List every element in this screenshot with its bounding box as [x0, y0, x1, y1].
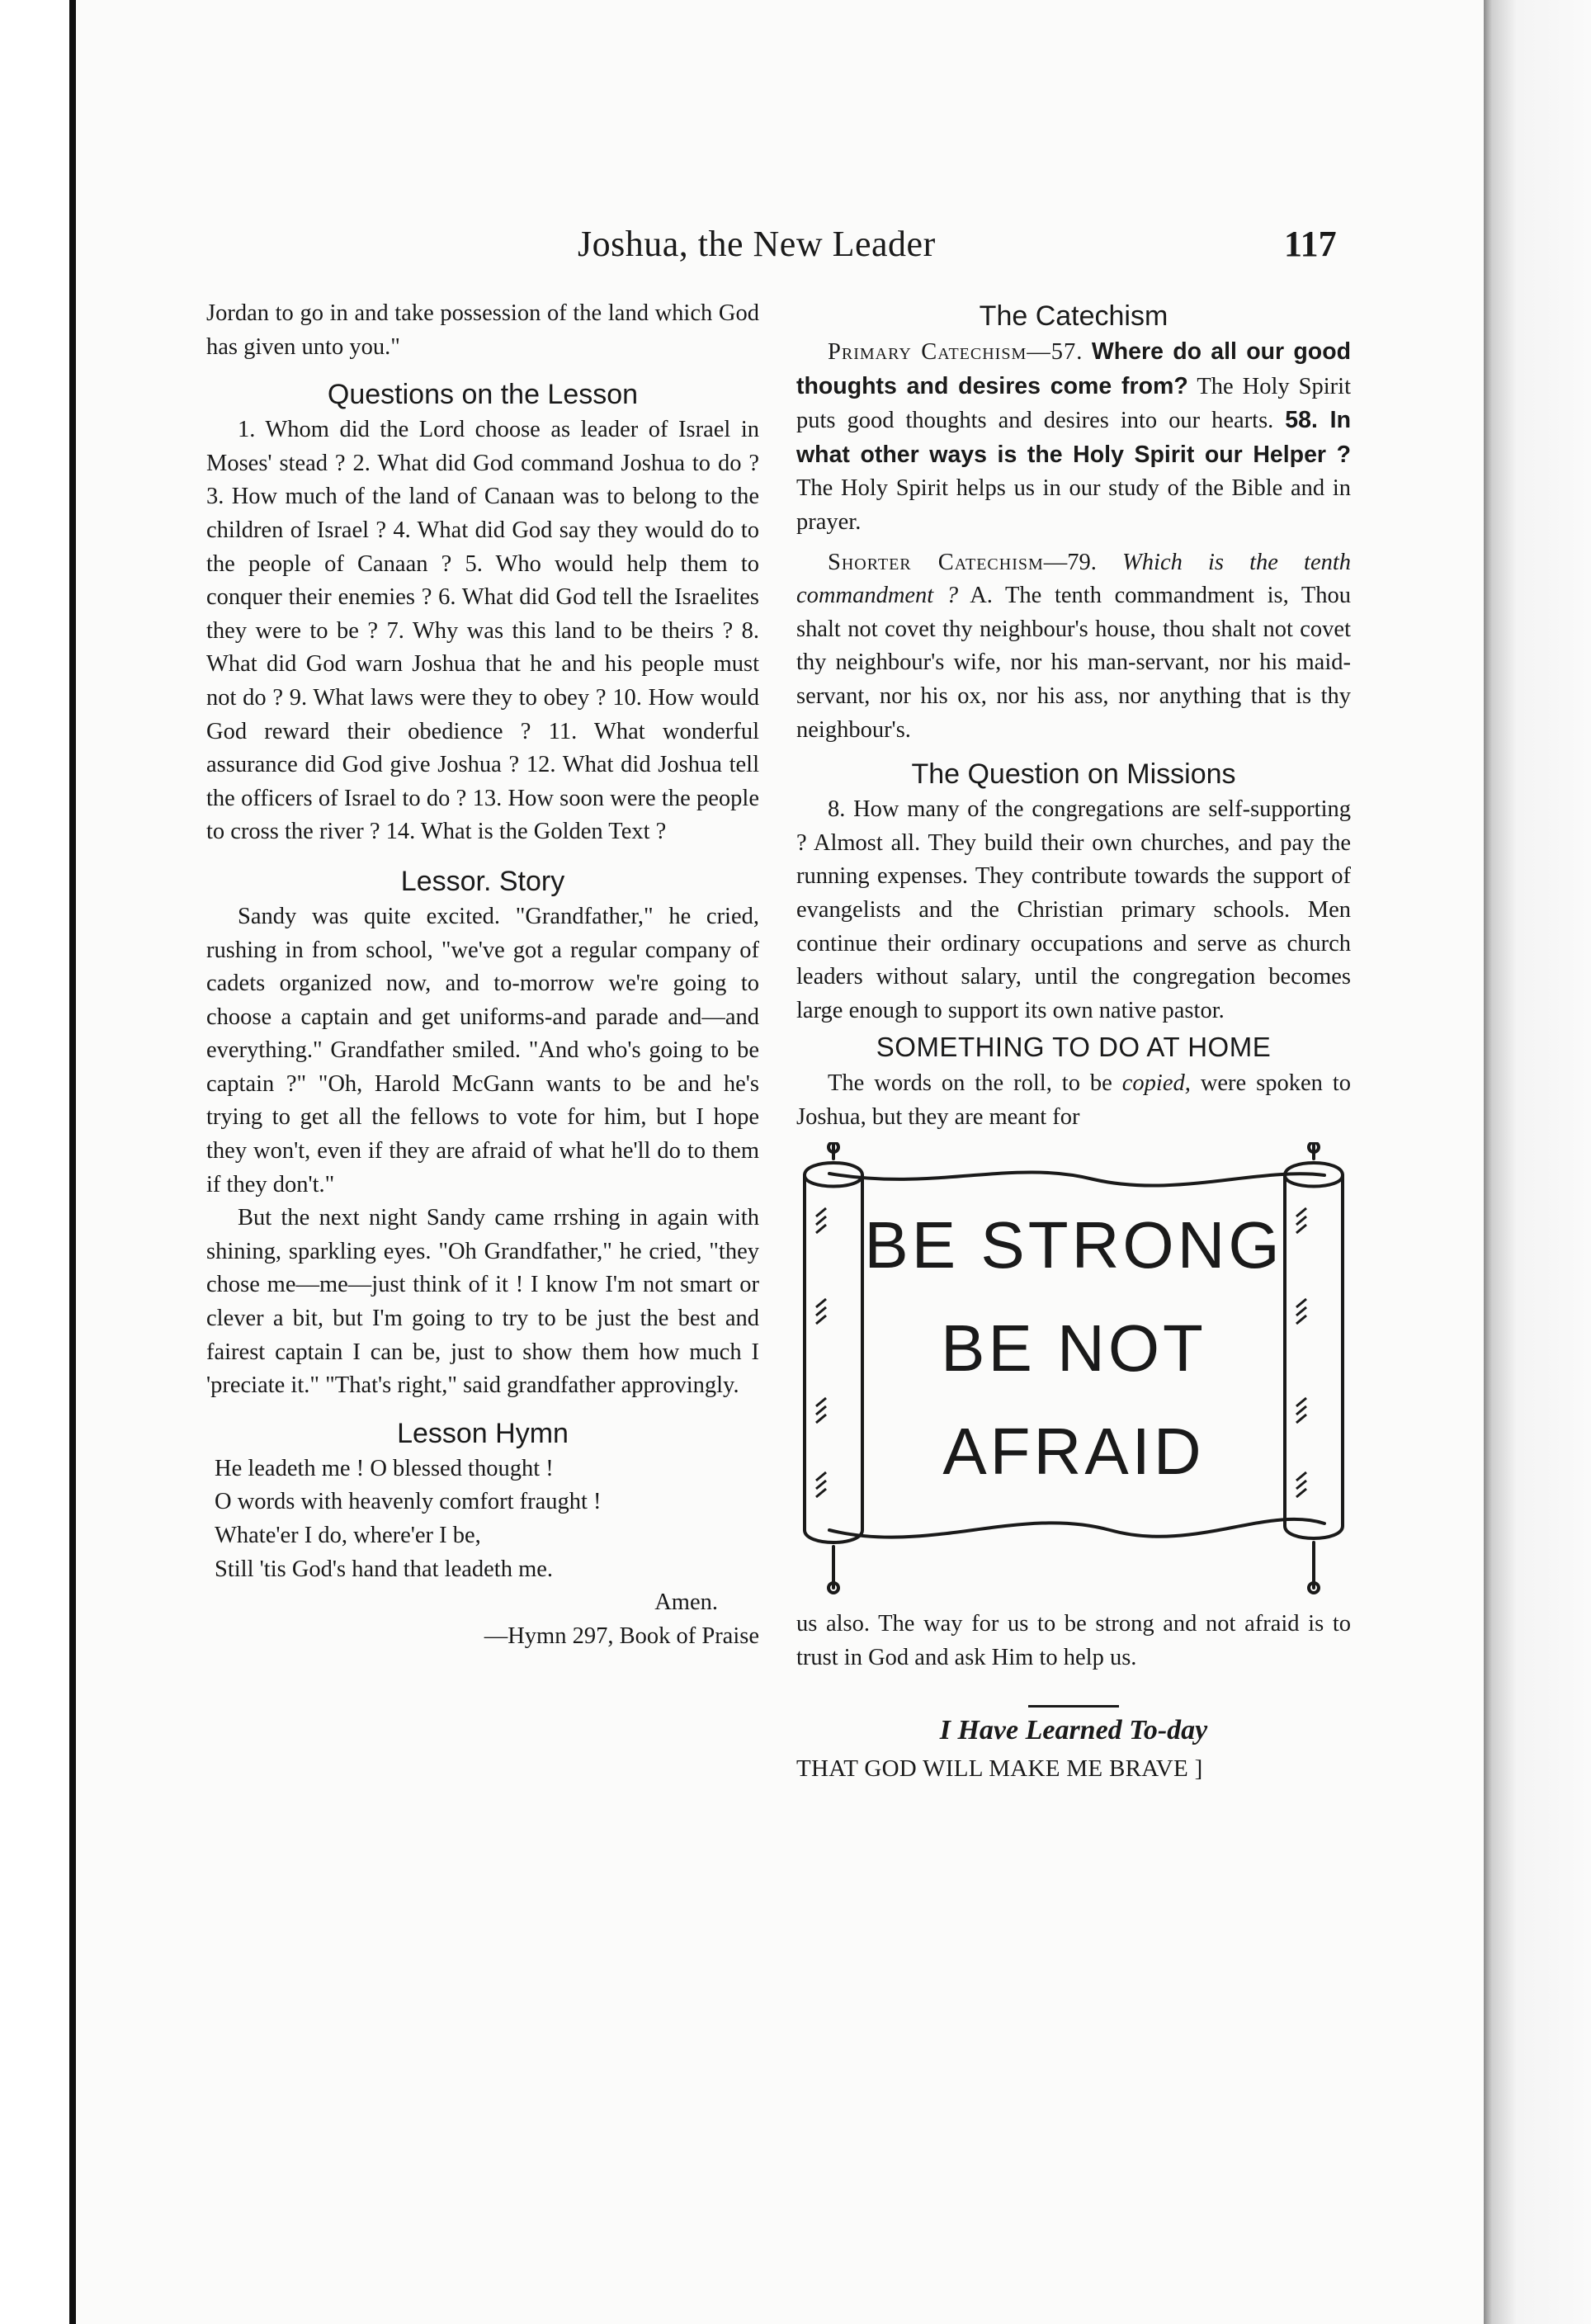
questions-text: 1. Whom did the Lord choose as leader of Israel in Moses' stead ? 2. What did God command Joshua to do ? 3. How much of the land of Canaan was to belong to the children of Israel ? 4. What did God say they would do to the people of Canaan ? 5. Who would help them to conquer their enemies ? 6. What did God tell the Israelites they were to be ? 7. Why was this land to be theirs ? 8. What did God warn Joshua that he and his people must not do ? 9. What laws were they to obey ? 10. How would God reward their obedience ? 11. What wonderful assurance did God give Joshua ? 12. What did Joshua tell the officers of Israel to do ? 13. How soon were the people to cross the river ? 14. What is the Golden Text ? [206, 417, 759, 845]
catechism-heading: The Catechism [979, 300, 1168, 332]
shorter-question: Which is the tenth commandment ? [796, 549, 1352, 609]
learned-heading: I Have Learned To-day [939, 1714, 1208, 1745]
page-edge-right [1484, 0, 1591, 2324]
primary-question-57: Where do all our good thoughts and desires come from? [796, 338, 1352, 399]
hymn-heading: Lesson Hymn [397, 1417, 569, 1449]
learned-text: THAT GOD WILL MAKE ME BRAVE ] [796, 1755, 1203, 1782]
shorter-catechism-number: —79. [1043, 549, 1097, 575]
hymn-line: Still 'tis God's hand that leadeth me. [215, 1556, 554, 1582]
shorter-answer: A. The tenth commandment is, Thou shalt not covet thy neighbour's house, thou shalt not covet thy neighbour's wife, nor his man-servant, nor his maid-servant, nor his ox, nor his ass, nor anything that is thy neighbour's. [796, 583, 1352, 743]
primary-question-58: 58. In what other ways is the Holy Spirit our Helper ? [796, 407, 1351, 468]
story-heading: Lessor. Story [400, 865, 565, 897]
hymn-line: He leadeth me ! O blessed thought ! [215, 1455, 554, 1481]
home-paragraph-2: us also. The way for us to be strong and not afraid is to trust in God and ask Him to help us. [796, 1611, 1351, 1671]
page-edge-left [69, 0, 76, 2324]
primary-catechism-label: Primary Catechism—57. [828, 339, 1083, 365]
page-number: 117 [1284, 224, 1337, 264]
missions-text: 8. How many of the congregations are self-supporting ? Almost all. They build their own churches, and pay the running expenses. They contribute towards the support of evangelists and the Christian primary schools. Men continue their ordinary occupations and serve as church leaders without salary, until the congregation becomes large enough to support its own native pastor. [796, 796, 1351, 1023]
primary-catechism [796, 335, 1351, 540]
scroll-line-3: AFRAID [942, 1415, 1205, 1489]
copied-emphasis: copied, [1121, 1070, 1191, 1097]
right-column [796, 297, 1351, 1787]
missions-heading: The Question on Missions [911, 758, 1236, 791]
hymn-verse [206, 1452, 759, 1586]
home-paragraph-1: The words on the roll, to be copied, were spoken to Joshua, but they are meant for [796, 1070, 1352, 1130]
shorter-catechism-label: Shorter Catechism [828, 549, 1044, 575]
hymn-line: O words with heavenly comfort fraught ! [215, 1489, 602, 1515]
running-title: Joshua, the New Leader [578, 224, 936, 264]
scroll-line-1: BE STRONG [864, 1208, 1283, 1282]
scroll-illustration [796, 1142, 1351, 1596]
hymn-amen: Amen. [654, 1589, 718, 1616]
left-column [206, 297, 759, 1653]
hymn-line: Whate'er I do, where'er I be, [215, 1523, 481, 1548]
scroll-line-2: BE NOT [941, 1311, 1206, 1386]
shorter-catechism [796, 546, 1351, 748]
story-paragraph-1: Sandy was quite excited. "Grandfather," he cried, rushing in from school, "we've got a regular company of cadets organized now, and to-morrow we're going to choose a captain and get uniforms-and parade and—and everything." Grandfather smiled. "And who's going to be captain ?" "Oh, Harold McGann wants to be and he's trying to get all the fellows to vote for him, but I hope they won't, even if they are afraid of what he'll do to them if they don't." [206, 903, 759, 1197]
story-paragraph-2: But the next night Sandy came rrshing in again with shining, sparkling eyes. "Oh Grandfather," he cried, "they chose me—me—just think of it ! I know I'm not smart or clever a bit, but I'm going to try to be just the best and fairest captain I can be, just to show them how much I 'preciate it." "That's right," said grandfather approvingly. [206, 1205, 759, 1399]
home-heading: SOMETHING TO DO AT HOME [876, 1032, 1272, 1063]
primary-answer-58: The Holy Spirit helps us in our study of the Bible and in prayer. [796, 475, 1351, 535]
continuation-text: Jordan to go in and take possession of the land which God has given unto you." [206, 300, 759, 360]
questions-heading: Questions on the Lesson [327, 379, 639, 411]
primary-answer-57: The Holy Spirit puts good thoughts and desires into our hearts. [796, 373, 1351, 434]
section-rule [1028, 1705, 1119, 1708]
hymn-source: —Hymn 297, Book of Praise [484, 1623, 759, 1649]
